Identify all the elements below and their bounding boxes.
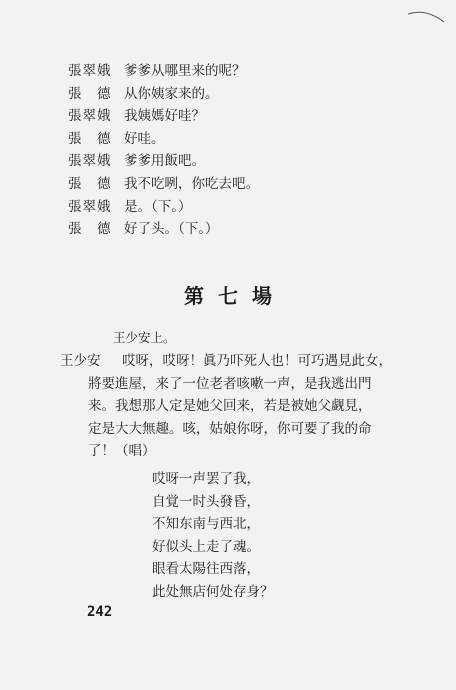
dialogue-line <box>68 128 408 151</box>
dialogue-line <box>68 196 408 219</box>
dialogue-line <box>68 218 408 241</box>
utterance: 我不吃咧，你吃去吧。 <box>124 175 259 192</box>
verse-line: 自覚一时头發昏， <box>152 493 260 510</box>
utterance: 好哇。 <box>124 130 165 147</box>
dialogue-line <box>68 150 408 173</box>
speaker-name: 張翠娥 <box>68 153 112 170</box>
speaker-name: 王少安 <box>60 353 101 369</box>
utterance: 我姨媽好哇？ <box>124 108 205 125</box>
scene-title: 第七場 <box>184 284 286 308</box>
verse-line: 眼看太陽往西落， <box>152 561 260 578</box>
utterance: 是。（下。） <box>124 198 192 215</box>
verse-line: 不知东南与西北， <box>152 516 260 533</box>
speaker-name: 張 德 <box>68 130 112 147</box>
speech-line: 来。我想那人定是她父回来，若是被她父觑見， <box>88 398 372 415</box>
speaker-name: 張翠娥 <box>68 198 112 215</box>
dialogue-line <box>68 105 408 128</box>
utterance: 好了头。（下。） <box>124 221 219 238</box>
speaker-name: 張 德 <box>68 85 112 102</box>
dialogue-line <box>68 60 408 83</box>
speaker-name: 張翠娥 <box>68 63 112 79</box>
dialogue-line <box>68 83 408 106</box>
speech-block <box>60 350 390 463</box>
sung-verse <box>152 468 372 604</box>
stage-direction: 王少安上。 <box>113 330 176 345</box>
verse-line: 此处無店何处存身？ <box>152 583 274 600</box>
corner-pencil-mark <box>406 6 446 26</box>
dialogue-line <box>68 173 408 196</box>
utterance: 爹爹从哪里来的呢？ <box>124 63 246 79</box>
speech-line: 將要進屋，来了一位老者咳嗽一声，是我逃出門 <box>88 375 372 392</box>
utterance: 从你姨家来的。 <box>124 85 219 102</box>
dialogue-block <box>68 60 408 241</box>
utterance: 爹爹用飯吧。 <box>124 153 205 170</box>
speaker-name: 張 德 <box>68 221 112 238</box>
verse-line: 哎呀一声罢了我， <box>152 471 260 487</box>
speech-line: 了！（唱） <box>88 443 156 460</box>
speaker-name: 張 德 <box>68 175 112 192</box>
page-number: 242 <box>87 604 113 620</box>
speaker-name: 張翠娥 <box>68 108 112 125</box>
verse-line: 好似头上走了魂。 <box>152 538 260 555</box>
speech-line: 定是大大無趣。咳，姑娘你呀，你可要了我的命 <box>88 420 372 437</box>
speech-line: 哎呀，哎呀！眞乃吓死人也！可巧遇見此女， <box>122 353 392 369</box>
